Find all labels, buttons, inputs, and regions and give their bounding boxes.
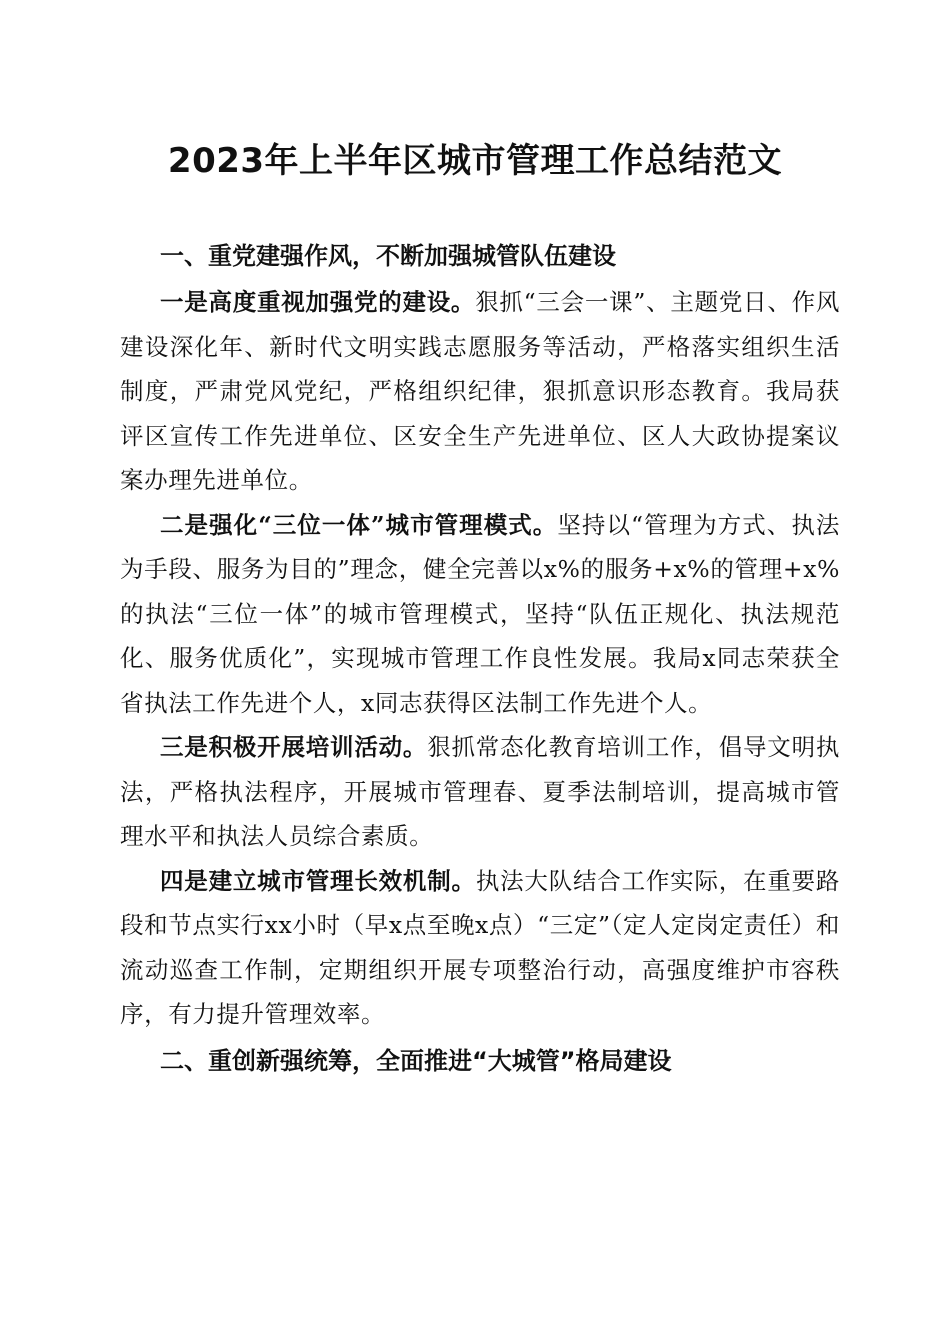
paragraph-text: 执法大队结合工作实际，在重要路段和节点实行xx小时（早x点至晚x点）“三定”（定人定岗定责任）和流动巡查工作制，定期组织开展专项整治行动，高强度维护市容秩序，有力提升管理效率。 xyxy=(120,866,841,1028)
paragraph-4 xyxy=(120,859,840,1037)
paragraph-text: 坚持以“管理为方式、执法为手段、服务为目的”理念，健全完善以x%的服务+x%的管理+x%的执法“三位一体”的城市管理模式，坚持“队伍正规化、执法规范化、服务优质化”，实现城市管理工作良性发展。我局x同志荣获全省执法工作先进个人，x同志获得区法制工作先进个人。 xyxy=(120,510,841,717)
document-body xyxy=(120,232,840,1085)
paragraph-lead: 二是强化“三位一体”城市管理模式。 xyxy=(160,510,558,539)
paragraph-lead: 四是建立城市管理长效机制。 xyxy=(160,866,476,895)
paragraph-3 xyxy=(120,725,840,859)
paragraph-text: 狠抓常态化教育培训工作，倡导文明执法，严格执法程序，开展城市管理春、夏季法制培训，提高城市管理水平和执法人员综合素质。 xyxy=(120,733,840,850)
paragraph-lead: 一是高度重视加强党的建设。 xyxy=(160,288,476,316)
paragraph-1 xyxy=(120,280,840,503)
paragraph-text: 狠抓“三会一课”、主题党日、作风建设深化年、新时代文明实践志愿服务等活动，严格落实组织生活制度，严肃党风党纪，严格组织纪律，狠抓意识形态教育。我局获评区宣传工作先进单位、区安全生产先进单位、区人大政协提案议案办理先进单位。 xyxy=(120,288,840,494)
section-heading-2: 二、重创新强统筹，全面推进“大城管”格局建设 xyxy=(160,1046,672,1075)
paragraph-2 xyxy=(120,503,840,726)
paragraph-lead: 三是积极开展培训活动。 xyxy=(160,733,428,761)
document-title: 2023年上半年区城市管理工作总结范文 xyxy=(167,141,783,181)
section-heading-1: 一、重党建强作风，不断加强城管队伍建设 xyxy=(160,242,616,270)
